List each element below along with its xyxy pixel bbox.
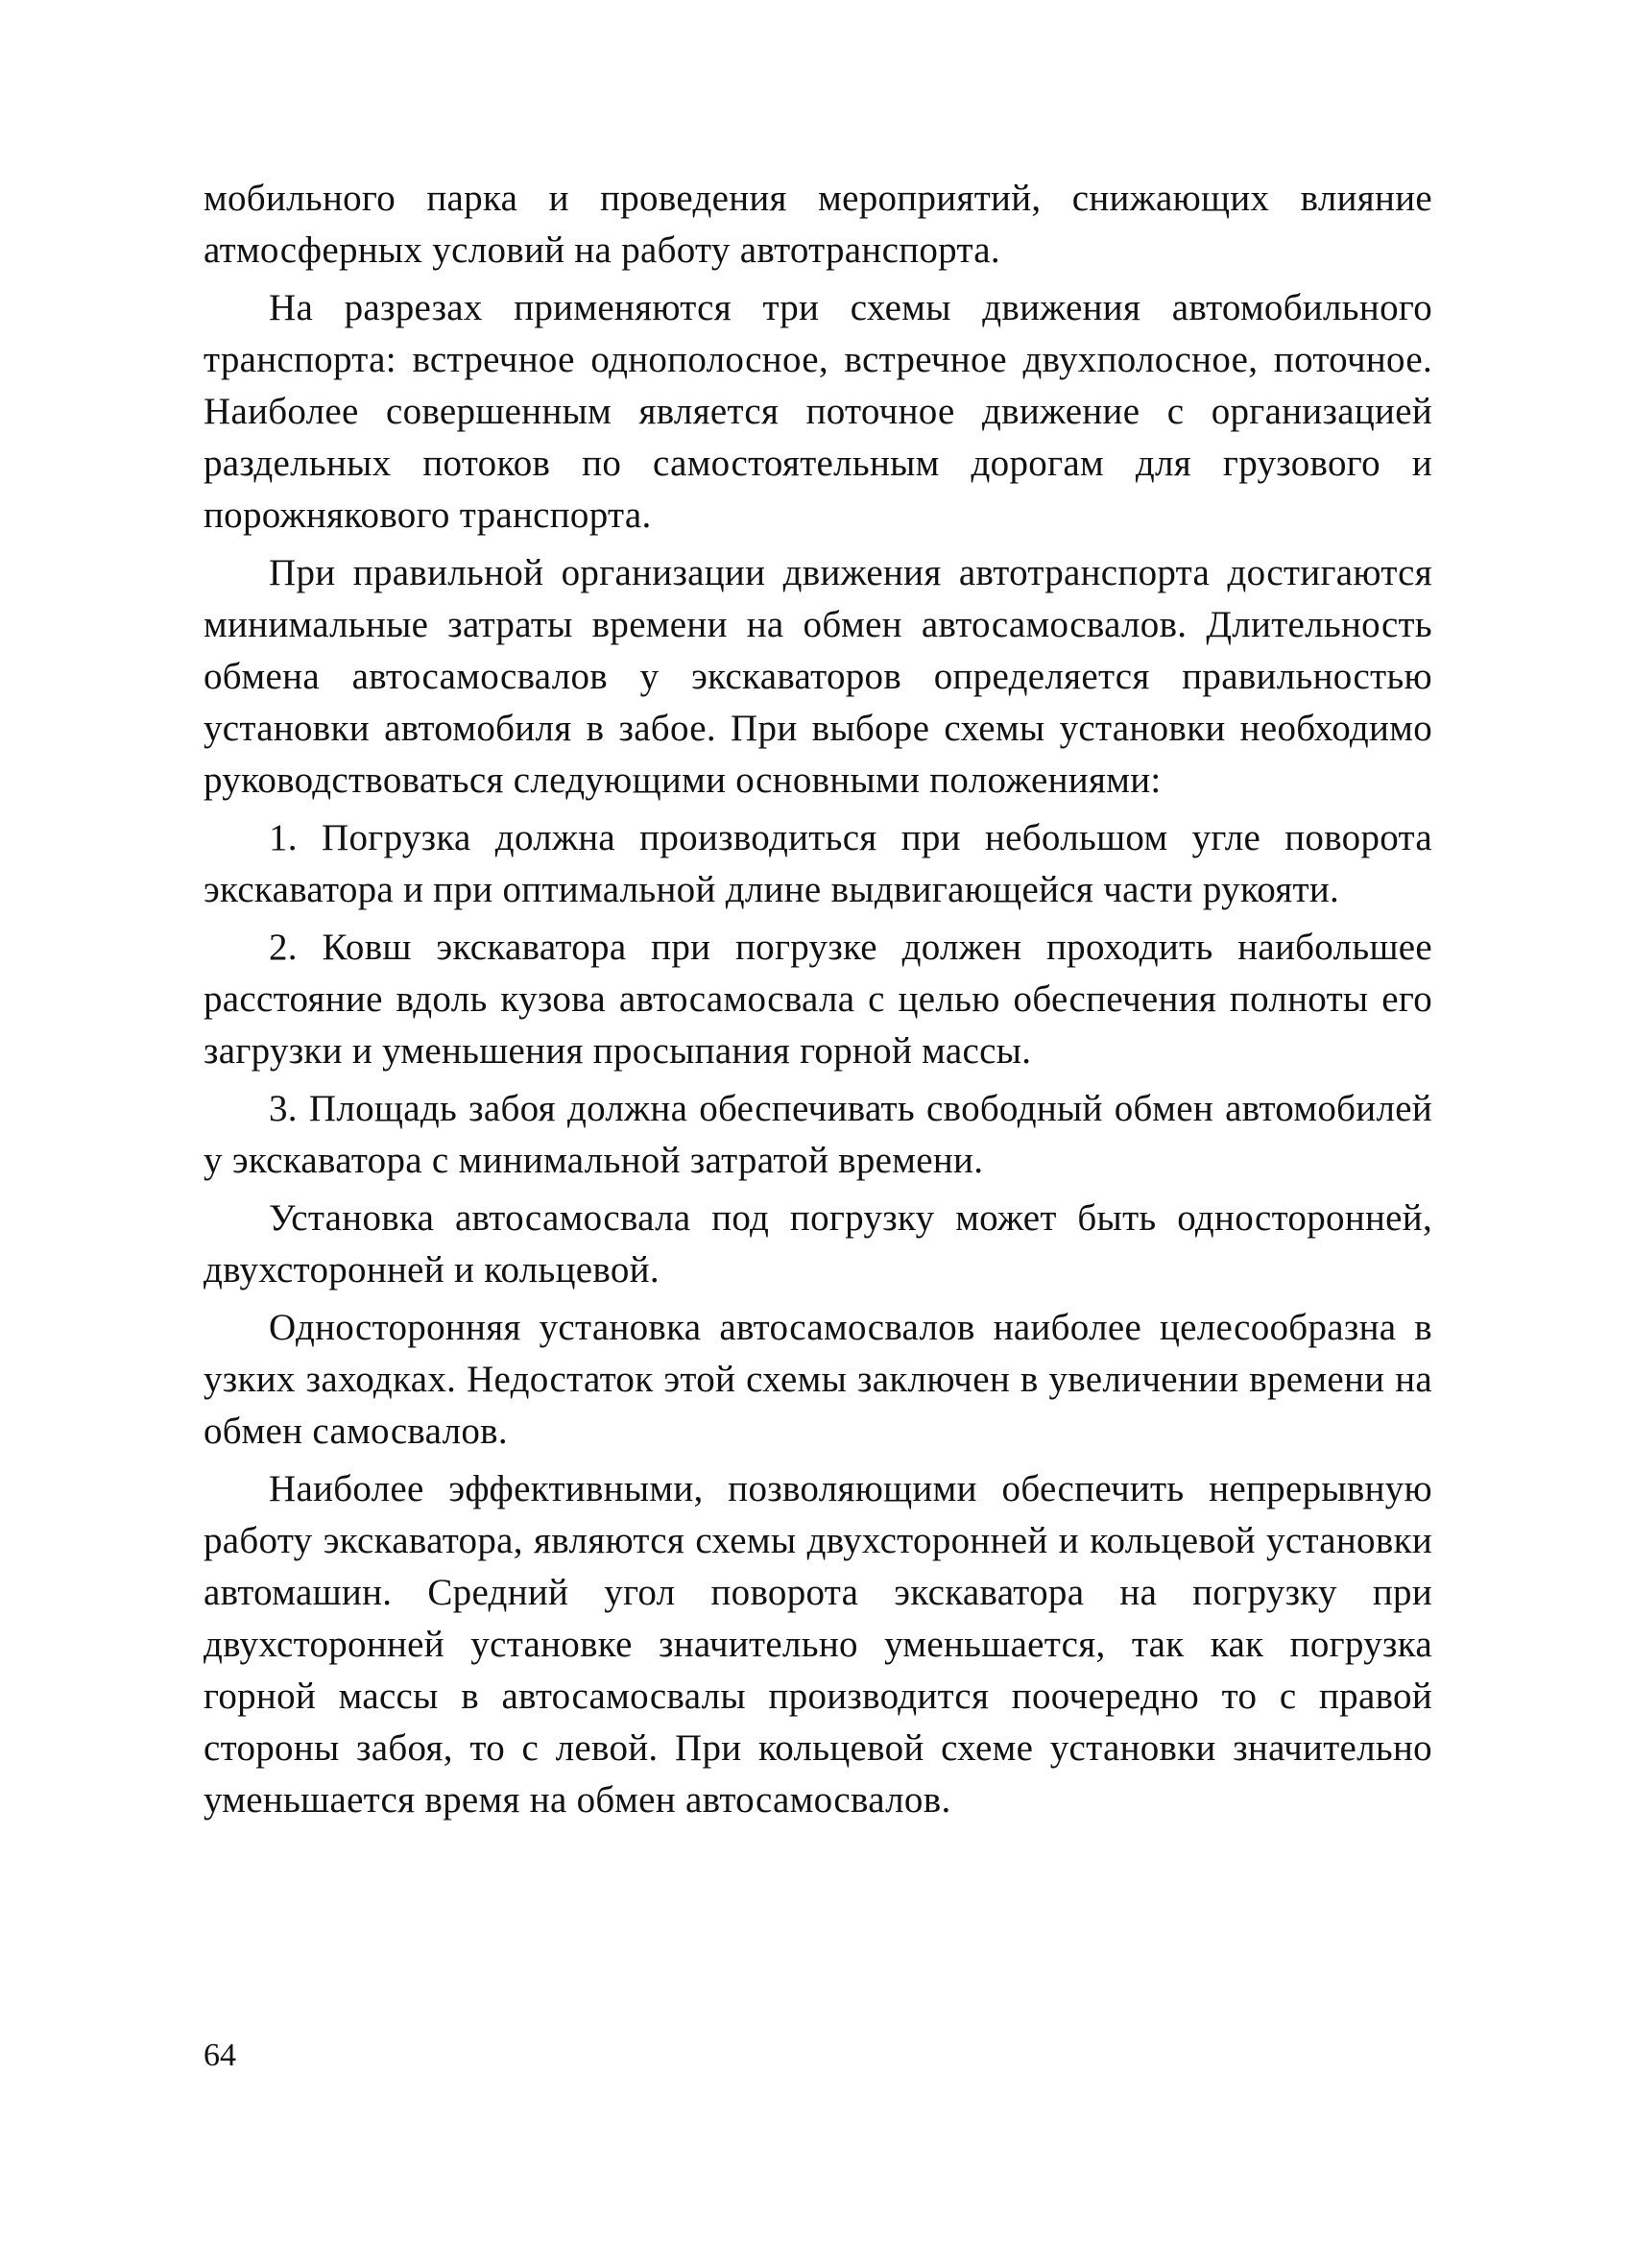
page-number: 64 — [204, 2038, 236, 2073]
paragraph-two-sided-ring: Наиболее эффективными, позволяющими обеспечить непрерывную работу экскаватора, являются схемы двухсторонней и кольцевой установки автомашин. Средний угол поворота экскаватора на погрузку при двухсторонней установке значительно уменьшается, так как погрузка горной массы в автосамосвалы производится поочередно то с правой стороны забоя, то с левой. При кольцевой схеме установки значительно уменьшается время на обмен автосамосвалов. — [204, 1468, 1432, 1821]
list-item-1: 1. Погрузка должна производиться при небольшом угле поворота экскаватора и при оптимальной длине выдвигающейся части рукояти. — [204, 817, 1432, 910]
paragraph-traffic-schemes: На разрезах применяются три схемы движения автомобильного транспорта: встречное однополосное, встречное двухполосное, поточное. Наиболее совершенным является поточное движение с организацией раздельных потоков по самостоятельным дорогам для грузового и порожнякового транспорта. — [204, 287, 1432, 536]
list-item-3: 3. Площадь забоя должна обеспечивать свободный обмен автомобилей у экскаватора с минимальной затратой времени. — [204, 1088, 1432, 1181]
paragraph-organization: При правильной организации движения автотранспорта достигаются минимальные затраты времени на обмен автосамосвалов. Длительность обмена автосамосвалов у экскаваторов определяется правильностью установки автомобиля в забое. При выборе схемы установки необходимо руководствоваться следующими основными положениями: — [204, 552, 1432, 801]
paragraph-one-sided: Односторонняя установка автосамосвалов наиболее целесообразна в узких заходках. Недостаток этой схемы заключен в увеличении времени на обмен самосвалов. — [204, 1307, 1432, 1452]
body-text — [204, 173, 1432, 1832]
paragraph-continuation: мобильного парка и проведения мероприятий, снижающих влияние атмосферных условий на работу автотранспорта. — [204, 178, 1432, 271]
list-item-2: 2. Ковш экскаватора при погрузке должен проходить наибольшее расстояние вдоль кузова автосамосвала с целью обеспечения полноты его загрузки и уменьшения просыпания горной массы. — [204, 927, 1432, 1072]
paragraph-installation-types: Установка автосамосвала под погрузку может быть односторонней, двухсторонней и кольцевой. — [204, 1197, 1432, 1291]
